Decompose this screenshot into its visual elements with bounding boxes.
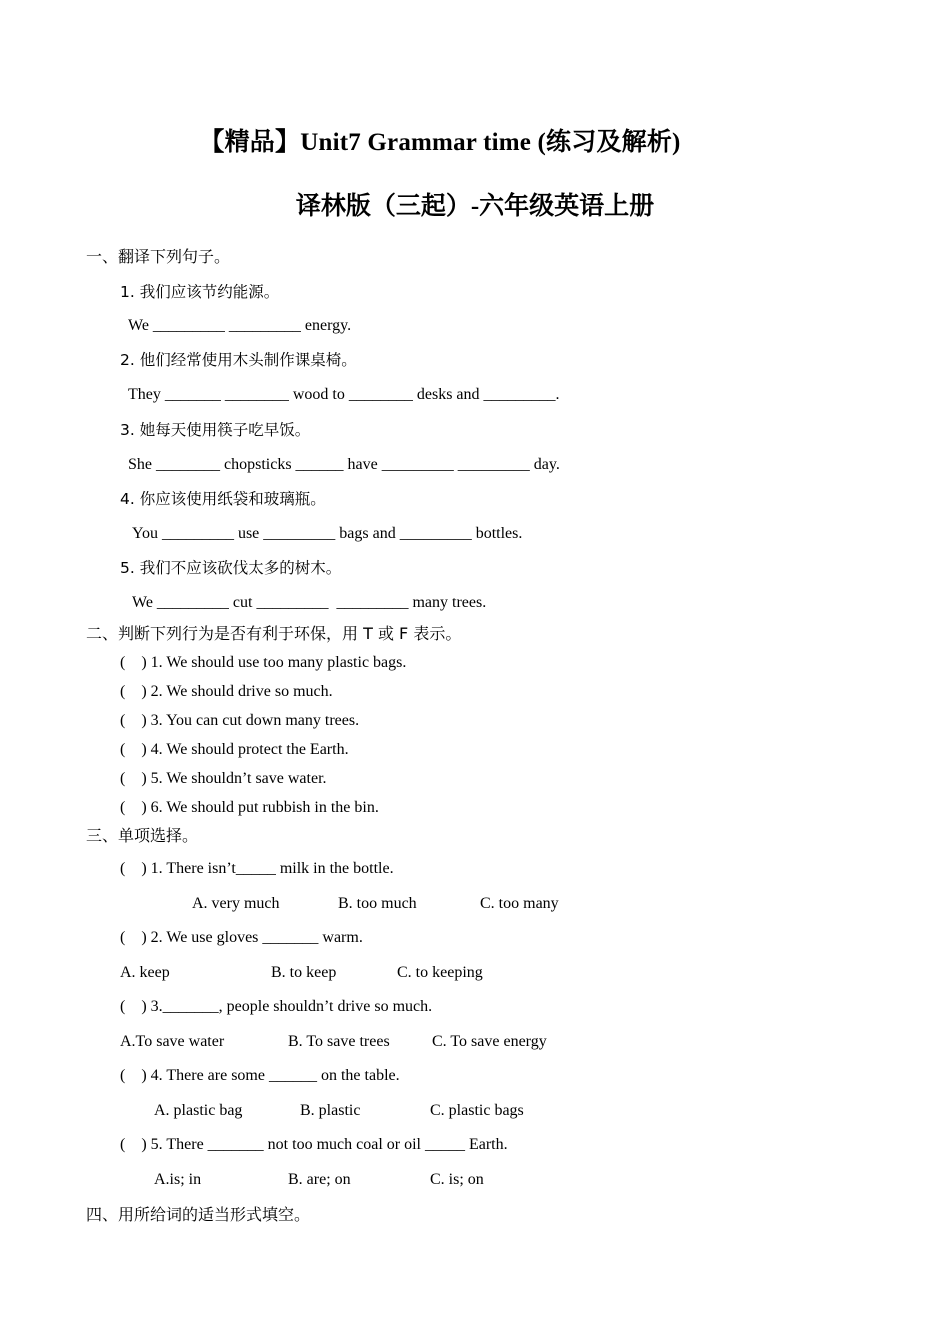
section-3-heading: 三、单项选择。 — [86, 826, 199, 845]
judge-item-3: ( ) 3. You can cut down many trees. — [120, 712, 360, 729]
translate-item-2-english: They _______ ________ wood to ________ desks and _________. — [128, 386, 560, 403]
translate-item-3-chinese: 3. 她每天使用筷子吃早饭。 — [120, 421, 311, 439]
judge-item-4: ( ) 4. We should protect the Earth. — [120, 741, 349, 758]
choice-1-option-b: B. too much — [338, 895, 417, 912]
translate-item-4-chinese: 4. 你应该使用纸袋和玻璃瓶。 — [120, 490, 326, 508]
translate-item-5-chinese: 5. 我们不应该砍伐太多的树木。 — [120, 559, 342, 577]
choice-2-option-b: B. to keep — [271, 964, 337, 981]
choice-3-option-b: B. To save trees — [288, 1033, 390, 1050]
choice-3-option-a: A.To save water — [120, 1033, 225, 1050]
judge-item-6: ( ) 6. We should put rubbish in the bin. — [120, 799, 379, 816]
choice-3-option-c: C. To save energy — [432, 1033, 547, 1050]
choice-1-option-c: C. too many — [480, 895, 559, 912]
choice-5-option-a: A.is; in — [154, 1171, 202, 1188]
translate-item-3-english: She ________ chopsticks ______ have _________ _________ day. — [128, 456, 560, 473]
choice-4-option-a: A. plastic bag — [154, 1102, 243, 1119]
section-2-heading: 二、判断下列行为是否有利于环保，用 T 或 F 表示。 — [86, 624, 462, 643]
choice-question-5: ( ) 5. There _______ not too much coal or oil _____ Earth. — [120, 1136, 508, 1153]
choice-5-option-b: B. are; on — [288, 1171, 351, 1188]
judge-item-2: ( ) 2. We should drive so much. — [120, 683, 333, 700]
choice-4-option-c: C. plastic bags — [430, 1102, 524, 1119]
choice-question-4: ( ) 4. There are some ______ on the table. — [120, 1067, 400, 1084]
translate-item-1-english: We _________ _________ energy. — [128, 317, 352, 334]
translate-item-4-english: You _________ use _________ bags and _________ bottles. — [132, 525, 523, 542]
judge-item-5: ( ) 5. We shouldn’t save water. — [120, 770, 327, 787]
translate-item-1-chinese: 1. 我们应该节约能源。 — [120, 283, 280, 301]
section-4-heading: 四、用所给词的适当形式填空。 — [86, 1205, 311, 1224]
choice-question-2: ( ) 2. We use gloves _______ warm. — [120, 929, 363, 946]
translate-item-2-chinese: 2. 他们经常使用木头制作课桌椅。 — [120, 351, 357, 369]
choice-2-option-a: A. keep — [120, 964, 170, 981]
choice-5-option-c: C. is; on — [430, 1171, 484, 1188]
document-title: 【精品】Unit7 Grammar time (练习及解析) — [199, 129, 681, 156]
choice-1-option-a: A. very much — [192, 895, 280, 912]
translate-item-5-english: We _________ cut _________ _________ many trees. — [132, 594, 487, 611]
document-subtitle: 译林版（三起）-六年级英语上册 — [295, 193, 655, 220]
section-1-heading: 一、翻译下列句子。 — [86, 247, 231, 266]
choice-2-option-c: C. to keeping — [397, 964, 483, 981]
choice-question-3: ( ) 3._______, people shouldn’t drive so much. — [120, 998, 433, 1015]
choice-question-1: ( ) 1. There isn’t_____ milk in the bottle. — [120, 860, 394, 877]
judge-item-1: ( ) 1. We should use too many plastic bags. — [120, 654, 407, 671]
choice-4-option-b: B. plastic — [300, 1102, 361, 1119]
